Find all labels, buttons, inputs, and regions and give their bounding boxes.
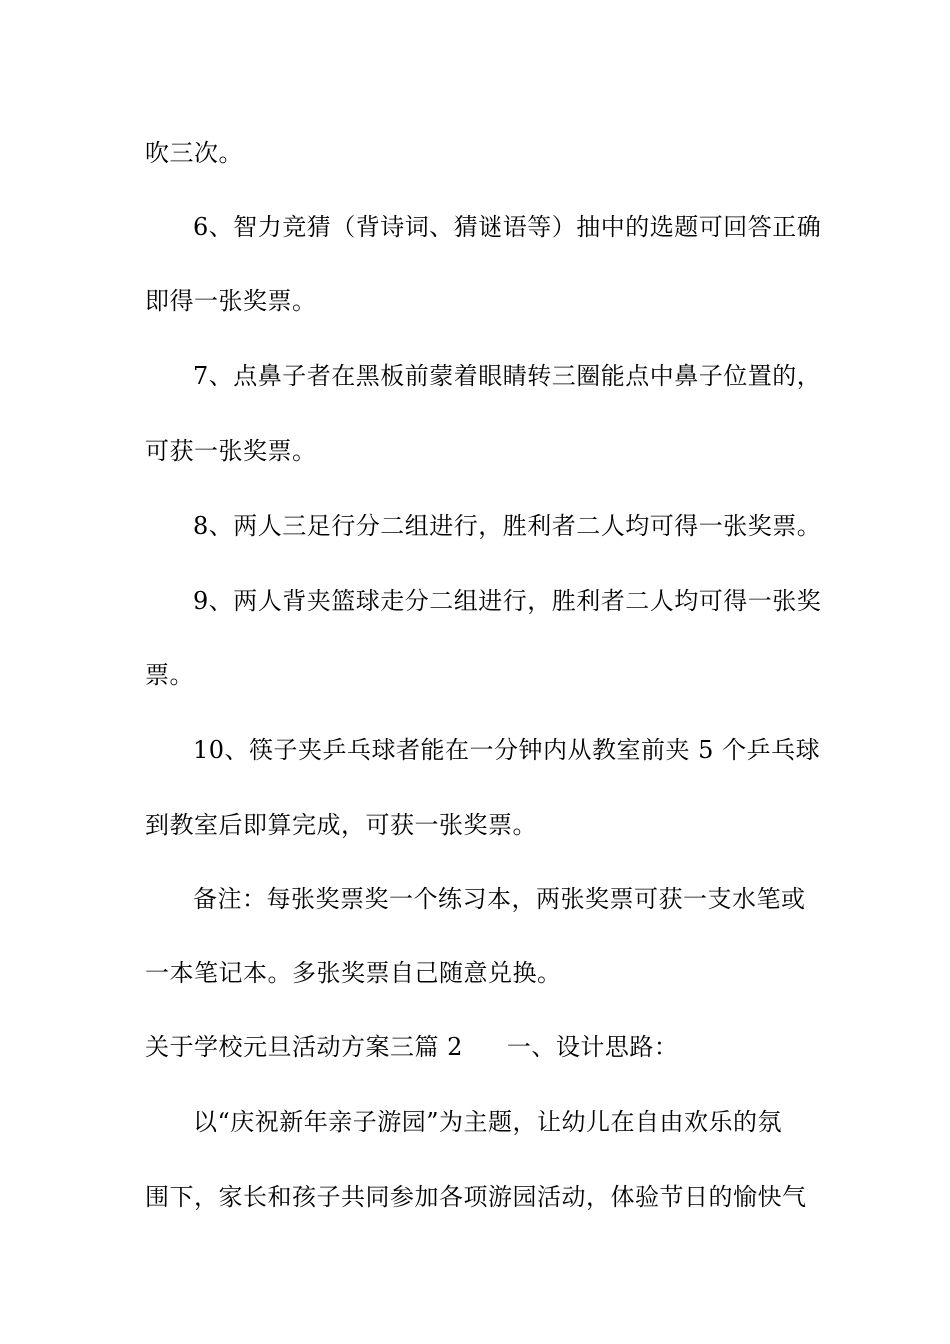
paragraph-line: 6、智力竞猜（背诗词、猜谜语等）抽中的选题可回答正确 — [193, 213, 822, 241]
paragraph-line: 9、两人背夹篮球走分二组进行，胜利者二人均可得一张奖 — [193, 587, 822, 615]
paragraph-line: 以“庆祝新年亲子游园”为主题，让幼儿在自由欢乐的氛 — [193, 1108, 783, 1136]
section-title: 关于学校元旦活动方案三篇 2 — [145, 1033, 463, 1061]
paragraph-line: 围下，家长和孩子共同参加各项游园活动，体验节日的愉快气 — [145, 1183, 807, 1211]
paragraph-line: 到教室后即算完成，可获一张奖票。 — [145, 811, 537, 839]
paragraph-line: 吹三次。 — [145, 139, 243, 167]
paragraph-line: 可获一张奖票。 — [145, 437, 317, 465]
paragraph-line: 10、筷子夹乒乓球者能在一分钟内从教室前夹 5 个乒乓球 — [193, 736, 821, 764]
paragraph-line: 一本笔记本。多张奖票自己随意兑换。 — [145, 959, 562, 987]
paragraph-line: 8、两人三足行分二组进行，胜利者二人均可得一张奖票。 — [193, 512, 822, 540]
paragraph-line: 即得一张奖票。 — [145, 287, 317, 315]
paragraph-line: 7、点鼻子者在黑板前蒙着眼睛转三圈能点中鼻子位置的， — [193, 362, 822, 390]
section-heading-line — [145, 1032, 825, 1062]
paragraph-line: 票。 — [145, 661, 194, 689]
paragraph-line: 备注：每张奖票奖一个练习本，两张奖票可获一支水笔或 — [193, 885, 806, 913]
section-subtitle: 一、设计思路： — [506, 1033, 679, 1061]
